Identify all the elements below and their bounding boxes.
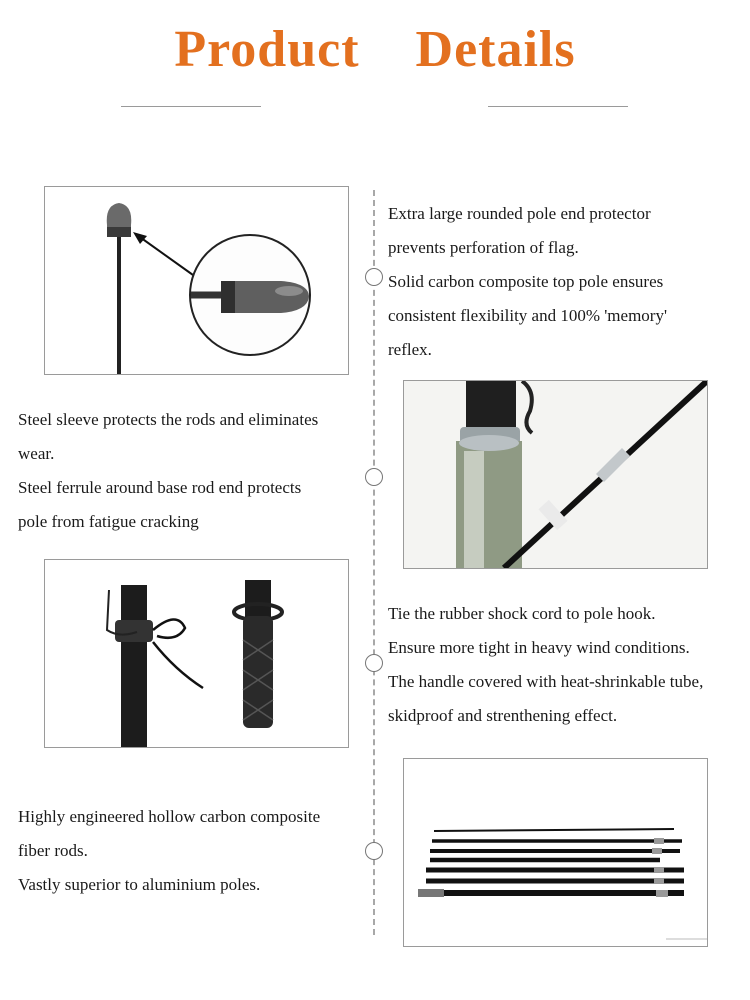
page-title: Product Details	[174, 21, 576, 78]
section-4-line: Highly engineered hollow carbon composite	[18, 807, 321, 826]
section-2-line: pole from fatigue cracking	[18, 512, 199, 531]
section-3-line: skidproof and strenthening effect.	[388, 706, 618, 725]
section-4-text	[18, 800, 368, 902]
section-1-line: reflex.	[388, 340, 432, 359]
section-4-line: fiber rods.	[18, 841, 88, 860]
section-2-text	[18, 403, 368, 539]
section-1-line: consistent flexibility and 100% 'memory'	[388, 306, 668, 325]
section-1-line: Solid carbon composite top pole ensures	[388, 272, 664, 291]
carbon-rods-image	[403, 758, 708, 947]
timeline-line	[373, 190, 375, 935]
section-4-line: Vastly superior to aluminium poles.	[18, 875, 261, 894]
pole-end-protector-image	[44, 186, 349, 375]
section-1-text	[388, 197, 738, 367]
title-underline-right	[488, 106, 628, 107]
section-2-line: Steel sleeve protects the rods and eliminates	[18, 410, 319, 429]
section-3-text	[388, 597, 750, 733]
section-3-line: Tie the rubber shock cord to pole hook.	[388, 604, 656, 623]
title-underline-left	[121, 106, 261, 107]
section-1-line: Extra large rounded pole end protector	[388, 204, 651, 223]
section-3-line: The handle covered with heat-shrinkable tube,	[388, 672, 704, 691]
shock-cord-handle-image	[44, 559, 349, 748]
section-2-line: Steel ferrule around base rod end protects	[18, 478, 302, 497]
section-2-line: wear.	[18, 444, 55, 463]
section-3-line: Ensure more tight in heavy wind conditions.	[388, 638, 690, 657]
timeline-dot-3	[365, 654, 383, 672]
steel-sleeve-image	[403, 380, 708, 569]
section-1-line: prevents perforation of flag.	[388, 238, 579, 257]
timeline-dot-1	[365, 268, 383, 286]
